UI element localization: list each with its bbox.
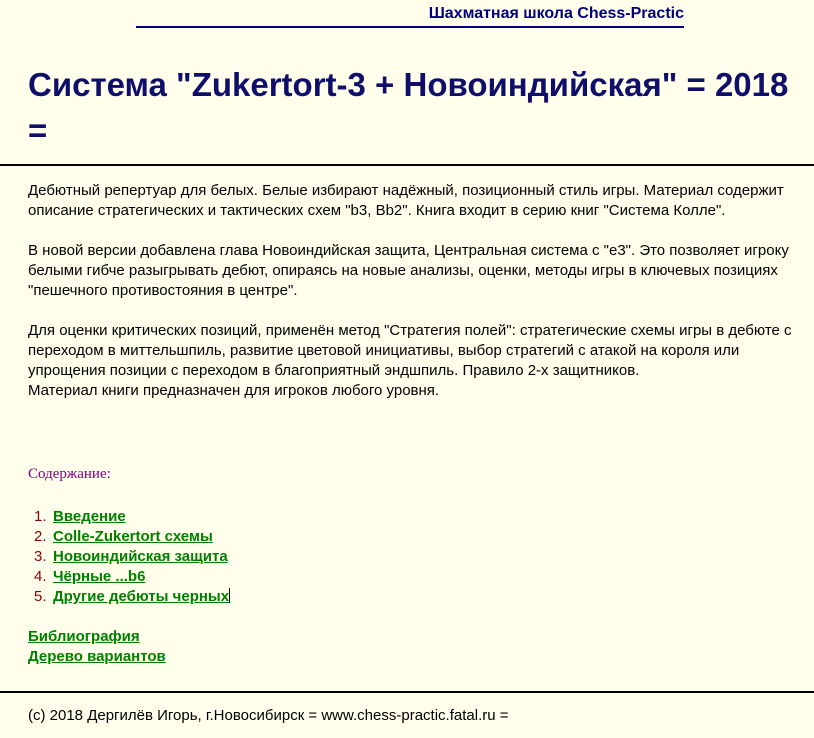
toc-link-other-defenses[interactable]: Другие дебюты черных (53, 588, 230, 605)
toc-heading: Содержание: (28, 466, 111, 482)
variation-tree-link[interactable]: Дерево вариантов (28, 648, 166, 665)
intro-text (28, 181, 806, 401)
top-divider (0, 164, 814, 166)
toc-item (34, 527, 230, 547)
intro-paragraph: Для оценки критических позиций, применён метод "Стратегия полей": стратегические схемы игры в дебюте с переходом в миттельшпиль, развитие цветовой инициативы, выбор стратегий с атакой на короля или упрощения позиции с переходом в благоприятный эндшпиль. Правило 2-х защитников. (28, 322, 792, 379)
bottom-divider (0, 691, 814, 693)
toc-link-black-b6[interactable]: Чёрные ...b6 (53, 568, 146, 585)
toc-link-nimzo-indian[interactable]: Новоиндийская защита (53, 548, 228, 565)
intro-paragraph: В новой версии добавлена глава Новоиндийская защита, Центральная система с "e3". Это позволяет игроку белыми гибче разыгрывать дебют, опираясь на новые анализы, оценки, методы игры в ключевых позициях "пешечного противостояния в центре". (28, 242, 789, 299)
text-cursor (229, 588, 230, 603)
bibliography-link[interactable]: Библиография (28, 628, 140, 645)
toc-item (34, 547, 230, 567)
intro-paragraph: Материал книги предназначен для игроков любого уровня. (28, 382, 440, 399)
toc-link-introduction[interactable]: Введение (53, 508, 126, 525)
toc-list (34, 507, 230, 607)
site-link[interactable]: Шахматная школа Chess-Practic (428, 5, 684, 22)
toc-item (34, 587, 230, 607)
page-title: Система "Zukertort-3 + Новоиндийская" = 2018 = (28, 66, 789, 149)
intro-paragraph: Дебютный репертуар для белых. Белые избирают надёжный, позиционный стиль игры. Материал содержит описание стратегических и тактических схем "b3, Bb2". Книга входит в серию книг "Система Колле". (28, 182, 784, 219)
toc-link-colle-zukertort[interactable]: Colle-Zukertort схемы (53, 528, 213, 545)
toc-item-number: 3. (34, 548, 47, 565)
toc-item-number: 2. (34, 528, 47, 545)
footer-copyright: (c) 2018 Дергилёв Игорь, г.Новосибирск = www.chess-practic.fatal.ru = (28, 707, 509, 724)
toc-item (34, 567, 230, 587)
toc-item-number: 4. (34, 568, 47, 585)
toc-item-number: 1. (34, 508, 47, 525)
header-bar (136, 4, 684, 28)
toc-item-number: 5. (34, 588, 47, 605)
extra-links (28, 627, 166, 667)
toc-item (34, 507, 230, 527)
